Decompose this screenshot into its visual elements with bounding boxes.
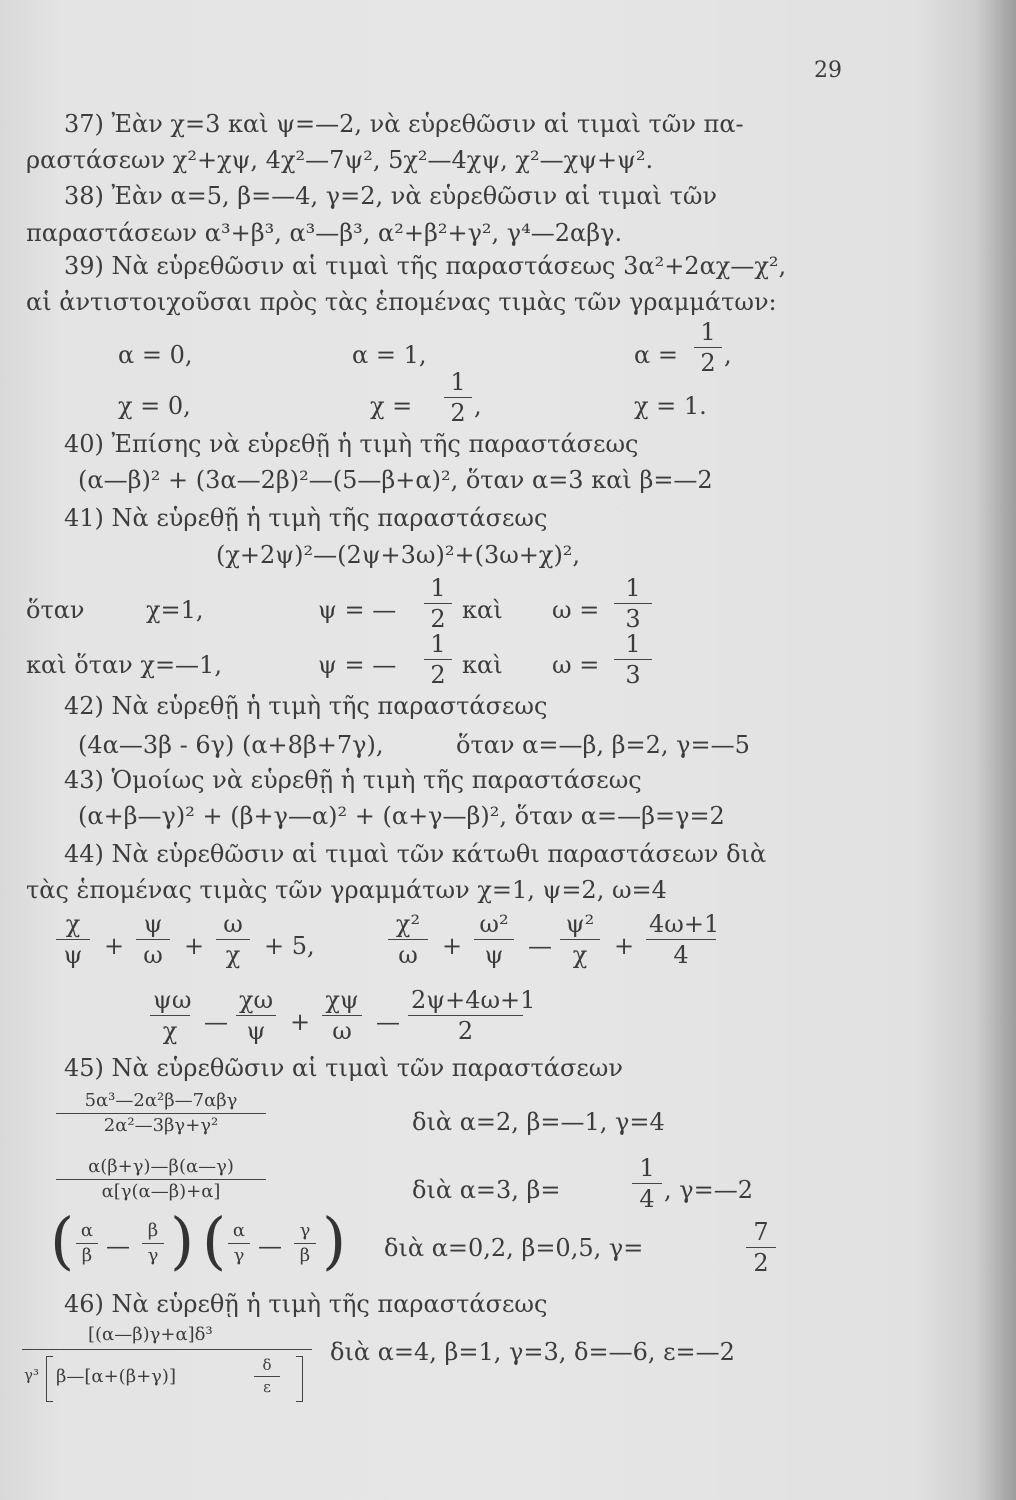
fraction (408, 986, 536, 1045)
close-paren: ) (322, 1204, 347, 1277)
exercise-46-fraction-bar (22, 1349, 312, 1350)
and-label: καὶ (462, 651, 503, 679)
minus-sign: — (106, 1232, 130, 1260)
fraction (474, 912, 514, 967)
right-bracket (296, 1356, 303, 1402)
fraction (560, 912, 600, 967)
value-chi-0: χ = 0, (118, 392, 191, 420)
exercise-41-line-1: 41) Νὰ εὑρεθῇ ἡ τιμὴ τῆς παραστάσεως (64, 504, 548, 532)
operator: — (528, 932, 552, 960)
fraction-one-half: $\frac{1}{2}$ (444, 370, 472, 425)
operator: + (290, 1008, 311, 1036)
fraction-omega: $\frac{1}{3}$ (614, 576, 652, 631)
numerator: ω (223, 910, 243, 938)
value-alpha-half-label: α = (634, 341, 678, 369)
exercise-44-line-1: 44) Νὰ εὑρεθῶσιν αἱ τιμαὶ τῶν κάτωθι παραστάσεων διὰ (64, 840, 767, 868)
operator: — (376, 1008, 400, 1036)
numerator: 4ω+1 (649, 910, 720, 938)
exercise-40-line-2: (α—β)² + (3α—2β)²—(5—β+α)², ὅταν α=3 καὶ β=—2 (78, 466, 713, 494)
exercise-46-line-1: 46) Νὰ εὑρεθῇ ἡ τιμὴ τῆς παραστάσεως (64, 1290, 548, 1318)
exercise-37-line-1: 37) Ἐὰν χ=3 καὶ ψ=—2, νὰ εὑρεθῶσιν αἱ τιμαὶ τῶν πα- (64, 110, 744, 138)
denominator: ω (136, 939, 170, 967)
denominator: ψ (474, 939, 514, 967)
exercise-46-condition: διὰ α=4, β=1, γ=3, δ=—6, ε=—2 (330, 1338, 735, 1366)
numerator: ψ (143, 910, 163, 938)
exercise-43-line-1: 43) Ὁμοίως νὰ εὑρεθῇ ἡ τιμὴ τῆς παραστάσεως (64, 766, 642, 794)
fraction-omega: $\frac{1}{3}$ (614, 632, 652, 687)
open-paren: ( (50, 1204, 75, 1277)
numerator: χ (65, 910, 81, 938)
condition-45-2: διὰ α=3, β= (412, 1176, 561, 1204)
numerator: ψ² (565, 910, 595, 938)
denominator: ψ (56, 939, 90, 967)
exercise-45-line-1: 45) Νὰ εὑρεθῶσιν αἱ τιμαὶ τῶν παραστάσεων (64, 1054, 623, 1082)
close-paren: ) (170, 1204, 195, 1277)
and-when-label: καὶ ὅταν χ=—1, (26, 651, 222, 679)
fraction-delta-epsilon: $\frac{\delta}{\varepsilon}$ (254, 1358, 280, 1395)
exercise-40-line-1: 40) Ἐπίσης νὰ εὑρεθῇ ἡ τιμὴ τῆς παραστάσεως (64, 430, 639, 458)
exercise-43-line-2: (α+β—γ)² + (β+γ—α)² + (α+γ—β)², ὅταν α=—β=γ=2 (78, 802, 725, 830)
denominator: ω (322, 1015, 362, 1043)
value-chi-half-label: χ = (370, 392, 413, 420)
value-alpha-1: α = 1, (352, 341, 427, 369)
fraction-beta-quarter: $\frac{1}{4}$ (632, 1156, 662, 1211)
omega-value-label: ω = (552, 596, 600, 624)
when-label: ὅταν (26, 596, 85, 624)
value-chi-1: χ = 1. (634, 392, 707, 420)
operator: + 5, (264, 932, 315, 960)
minus-sign: — (258, 1232, 282, 1260)
condition-45-2-rest: , γ=—2 (664, 1176, 753, 1204)
operator: — (204, 1008, 228, 1036)
open-paren: ( (202, 1204, 227, 1277)
numerator: ω² (479, 910, 509, 938)
exercise-39-line-2: αἱ ἀντιστοιχοῦσαι πρὸς τὰς ἑπομένας τιμὰς τῶν γραμμάτων: (26, 288, 777, 316)
fraction-gamma-seven-halves: $\frac{7}{2}$ (746, 1220, 776, 1275)
page-number: 29 (814, 58, 842, 83)
exercise-37-line-2: ραστάσεων χ²+χψ, 4χ²—7ψ², 5χ²—4χψ, χ²—χψ+ψ². (26, 146, 654, 174)
fraction-45-2: $\frac{\alpha(\beta+\gamma)—\beta(\alpha—\gamma)}{\alpha[\gamma(\alpha—\beta)+\alpha]}$ (56, 1158, 266, 1201)
psi-value-label: ψ = — (318, 651, 397, 679)
fraction-alpha-gamma: $\frac{\alpha}{\gamma}$ (228, 1222, 250, 1265)
exercise-38-line-1: 38) Ἐὰν α=5, β=—4, γ=2, νὰ εὑρεθῶσιν αἱ τιμαὶ τῶν (64, 182, 718, 210)
fraction (236, 988, 276, 1043)
fraction-psi: $\frac{1}{2}$ (424, 632, 452, 687)
numerator: 2ψ+4ω+1 (411, 986, 536, 1014)
denominator: 4 (646, 939, 716, 967)
fraction (646, 910, 720, 969)
denominator: χ (150, 1015, 190, 1043)
and-label: καὶ (462, 596, 503, 624)
exercise-42-expression: (4α—3β - 6γ) (α+8β+7γ), (78, 731, 384, 759)
fraction-45-1: 5α³—2α²β—7αβγ 2α²—3βγ+γ² (56, 1092, 266, 1135)
condition-45-1: διὰ α=2, β=—1, γ=4 (412, 1108, 665, 1136)
fraction-alpha-beta: $\frac{\alpha}{\beta}$ (76, 1222, 98, 1265)
exercise-44-line-2: τὰς ἑπομένας τιμὰς τῶν γραμμάτων χ=1, ψ=2, ω=4 (26, 876, 667, 904)
exercise-38-line-2: παραστάσεων α³+β³, α³—β³, α²+β²+γ², γ⁴—2αβγ. (26, 219, 623, 247)
fraction (322, 988, 362, 1043)
fraction (216, 912, 250, 967)
fraction-beta-gamma: $\frac{\beta}{\gamma}$ (142, 1222, 164, 1265)
comma: , (474, 392, 482, 420)
numerator: χ² (395, 910, 421, 938)
operator: + (442, 932, 463, 960)
operator: + (184, 932, 205, 960)
denominator: 2 (408, 1015, 523, 1043)
operator: + (614, 932, 635, 960)
left-bracket (46, 1356, 53, 1402)
exercise-46-gamma-cubed: γ³ (24, 1366, 39, 1384)
omega-value-label: ω = (552, 651, 600, 679)
fraction-one-half: $\frac{1}{2}$ (694, 320, 722, 375)
operator: + (104, 932, 125, 960)
exercise-42-condition: ὅταν α=—β, β=2, γ=—5 (456, 731, 750, 759)
fraction (388, 912, 428, 967)
exercise-42-line-1: 42) Νὰ εὑρεθῇ ἡ τιμὴ τῆς παραστάσεως (64, 692, 548, 720)
fraction-gamma-beta: $\frac{\gamma}{\beta}$ (294, 1222, 316, 1265)
fraction (136, 912, 170, 967)
exercise-46-numerator: [(α—β)γ+α]δ³ (88, 1324, 213, 1345)
fraction (56, 912, 90, 967)
chi-value: χ=1, (146, 596, 204, 624)
condition-45-3: διὰ α=0,2, β=0,5, γ= (384, 1234, 644, 1262)
value-alpha-0: α = 0, (118, 341, 193, 369)
denominator: χ (216, 939, 250, 967)
numerator: χψ (325, 986, 359, 1014)
fraction-psi: $\frac{1}{2}$ (424, 576, 452, 631)
exercise-39-line-1: 39) Νὰ εὑρεθῶσιν αἱ τιμαὶ τῆς παραστάσεως 3α²+2αχ—χ², (64, 252, 787, 280)
numerator: ψω (153, 986, 192, 1014)
exercise-46-denominator-inner: β—[α+(β+γ)] (56, 1366, 176, 1387)
numerator: χω (239, 986, 274, 1014)
psi-value-label: ψ = — (318, 596, 397, 624)
exercise-41-expression: (χ+2ψ)²—(2ψ+3ω)²+(3ω+χ)², (216, 541, 581, 569)
denominator: ψ (236, 1015, 276, 1043)
comma: , (724, 341, 732, 369)
fraction (150, 988, 190, 1043)
denominator: ω (388, 939, 428, 967)
denominator: χ (560, 939, 600, 967)
